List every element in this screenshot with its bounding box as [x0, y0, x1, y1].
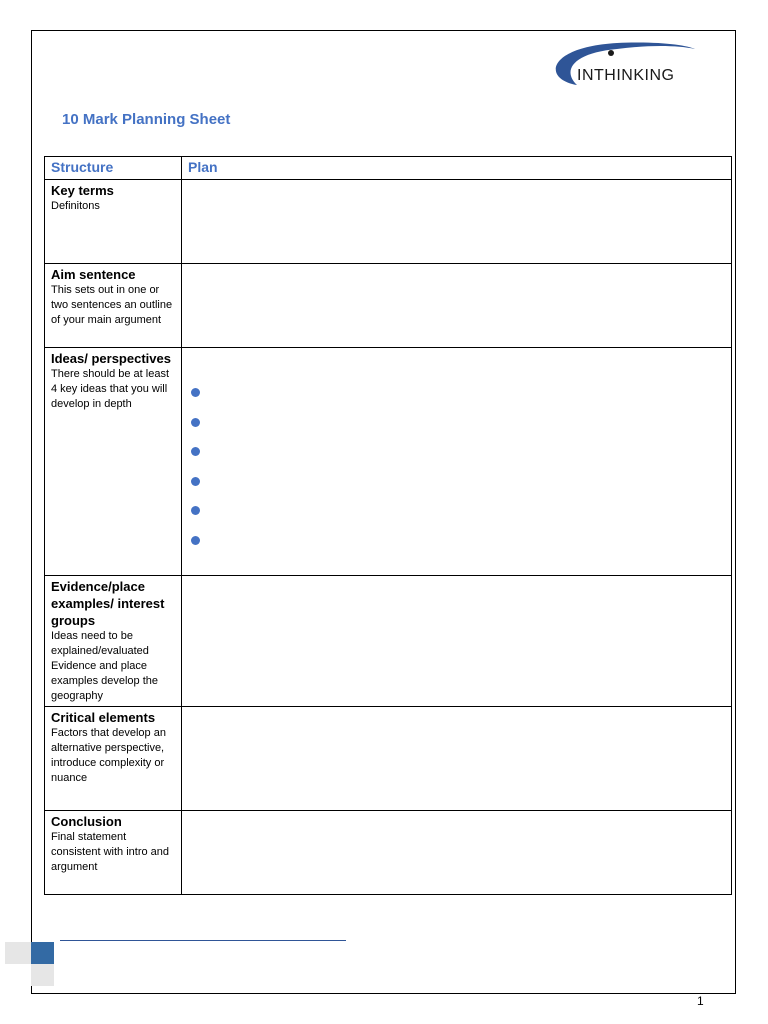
bullet-point-icon: [191, 506, 200, 515]
bullet-point-icon: [191, 536, 200, 545]
row-label-cell: [45, 180, 182, 264]
bullet-point-icon: [191, 477, 200, 486]
row-label-cell: [45, 707, 182, 811]
header-plan: Plan: [182, 157, 732, 180]
document-page: [31, 30, 736, 1008]
row-label-cell: [45, 576, 182, 707]
row-label-cell: [45, 811, 182, 895]
table-row: [45, 348, 732, 576]
plan-cell[interactable]: [182, 811, 732, 895]
footer-decoration: [31, 942, 54, 964]
inthinking-logo: [537, 37, 697, 89]
page-number: 1: [697, 994, 704, 1008]
table-row: [45, 811, 732, 895]
plan-cell[interactable]: [182, 264, 732, 348]
table-row: [45, 576, 732, 707]
row-description: Ideas need to be explained/evaluated Evidence and place examples develop the geography: [51, 630, 159, 702]
page-title: 10 Mark Planning Sheet: [62, 111, 231, 128]
row-label-cell: [45, 348, 182, 576]
bullet-point-icon: [191, 447, 200, 456]
row-description: Definitons: [51, 200, 100, 212]
row-heading: Key terms: [51, 183, 114, 198]
row-heading: Ideas/ perspectives: [51, 351, 171, 366]
row-description: Final statement consistent with intro and argument: [51, 831, 170, 873]
bullet-point-icon: [191, 418, 200, 427]
header-structure: Structure: [45, 157, 182, 180]
plan-cell[interactable]: [182, 576, 732, 707]
row-description: There should be at least 4 key ideas that you will develop in depth: [51, 368, 170, 410]
planning-table: [44, 156, 732, 895]
footer-decoration: [5, 942, 31, 964]
plan-cell[interactable]: [182, 180, 732, 264]
row-heading: Conclusion: [51, 814, 122, 829]
row-description: This sets out in one or two sentences an outline of your main argument: [51, 284, 173, 326]
logo-text: INTHINKING: [577, 67, 675, 84]
footer-decoration: [31, 964, 54, 986]
row-heading: Evidence/place examples/ interest groups: [51, 579, 165, 628]
row-description: Factors that develop an alternative perspective, introduce complexity or nuance: [51, 727, 166, 784]
footer-rule: [60, 940, 346, 941]
row-heading: Critical elements: [51, 710, 156, 725]
row-label-cell: [45, 264, 182, 348]
row-heading: Aim sentence: [51, 267, 136, 282]
table-header-row: [45, 157, 732, 180]
plan-cell[interactable]: [182, 348, 732, 576]
bullet-point-icon: [191, 388, 200, 397]
plan-cell[interactable]: [182, 707, 732, 811]
table-row: [45, 264, 732, 348]
table-row: [45, 707, 732, 811]
table-row: [45, 180, 732, 264]
